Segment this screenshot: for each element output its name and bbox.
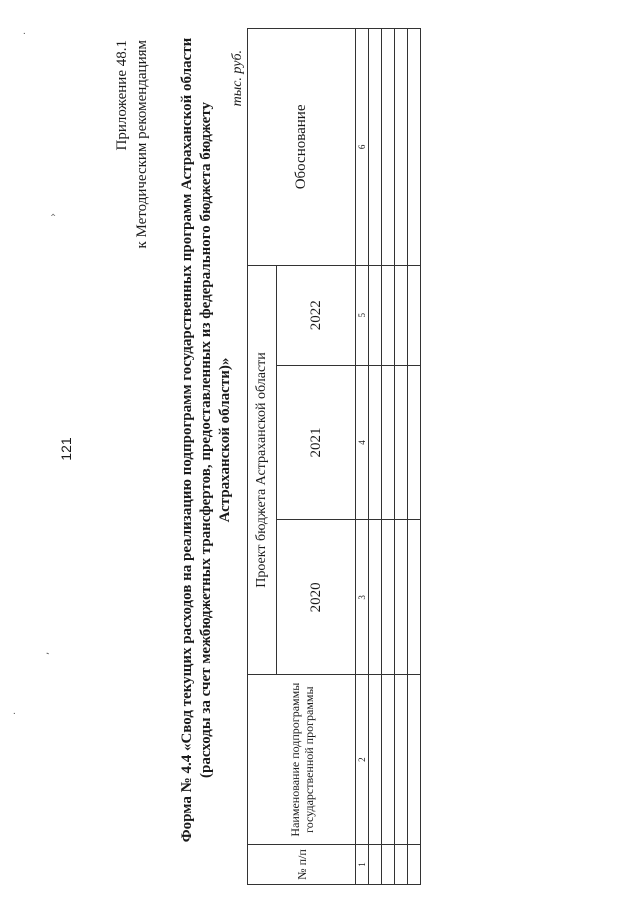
table-cell [369, 520, 382, 675]
table-cell [408, 845, 421, 885]
appendix-reference [112, 40, 152, 249]
header-year-2020: 2020 [277, 520, 356, 675]
appendix-line-2: к Методическим рекомендациям [134, 40, 150, 249]
table-cell [382, 520, 395, 675]
column-number: 3 [356, 520, 369, 675]
scan-speck: · [20, 31, 31, 35]
appendix-line-1: Приложение 48.1 [114, 40, 130, 151]
table-row [408, 29, 421, 885]
table-cell [395, 520, 408, 675]
table-cell [408, 365, 421, 520]
scan-speck: · [10, 711, 21, 715]
table-cell [395, 845, 408, 885]
table-cell [395, 29, 408, 266]
units-label: тыс. руб. [230, 50, 245, 107]
table-cell [395, 365, 408, 520]
form-title-line-1: Форма № 4.4 «Свод текущих расходов на реализацию подпрограмм государственных программ Астраханской области [179, 37, 195, 843]
table-cell [369, 845, 382, 885]
column-number: 4 [356, 365, 369, 520]
table-cell [369, 365, 382, 520]
table-cell [395, 675, 408, 845]
table-cell [408, 29, 421, 266]
header-justification: Обоснование [248, 29, 356, 266]
header-num: № п/п [248, 845, 356, 885]
column-number: 5 [356, 265, 369, 365]
column-number: 6 [356, 29, 369, 266]
table-cell [395, 265, 408, 365]
column-number: 1 [356, 845, 369, 885]
header-year-2021: 2021 [277, 365, 356, 520]
table-cell [382, 29, 395, 266]
table-row [395, 29, 408, 885]
header-budget-project: Проект бюджета Астраханской области [248, 265, 277, 674]
header-subprogram-name: Наименование подпрограммы государственной программы [248, 675, 356, 845]
form-title-line-2: (расходы за счет межбюджетных трансфертов, предоставленных из федерального бюджета бюджету [198, 102, 214, 778]
table-cell [408, 675, 421, 845]
expenses-table [247, 28, 421, 885]
scan-speck: , [40, 651, 51, 655]
column-numbers-row [356, 29, 369, 885]
table-row [369, 29, 382, 885]
page-number: 121 [58, 437, 74, 461]
table-row [382, 29, 395, 885]
form-title [178, 35, 235, 845]
table-cell [382, 365, 395, 520]
table-cell [369, 265, 382, 365]
table-cell [382, 675, 395, 845]
table-cell [408, 265, 421, 365]
table-cell [382, 845, 395, 885]
table-cell [369, 29, 382, 266]
header-year-2022: 2022 [277, 265, 356, 365]
table-cell [382, 265, 395, 365]
form-title-line-3: Астраханской области)» [217, 357, 233, 523]
scan-speck: › [48, 213, 59, 217]
column-number: 2 [356, 675, 369, 845]
table-cell [369, 675, 382, 845]
table-cell [408, 520, 421, 675]
